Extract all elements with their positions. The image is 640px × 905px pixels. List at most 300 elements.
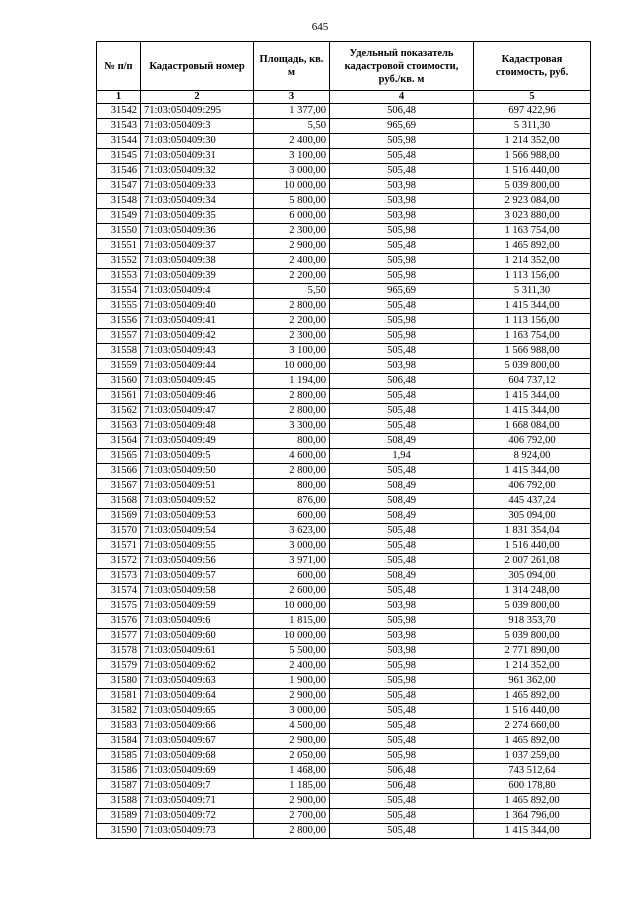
table-body: [97, 104, 591, 839]
table-row: [97, 599, 591, 614]
row-number-cell: 31575: [97, 599, 141, 614]
table-row: [97, 194, 591, 209]
row-number-cell: 31578: [97, 644, 141, 659]
area-cell: 4 500,00: [254, 719, 330, 734]
area-cell: 5 800,00: [254, 194, 330, 209]
header-row: [97, 42, 591, 91]
cadastral-number-cell: 71:03:050409:58: [141, 584, 254, 599]
row-number-cell: 31588: [97, 794, 141, 809]
area-cell: 2 200,00: [254, 269, 330, 284]
area-cell: 800,00: [254, 479, 330, 494]
cadastral-number-cell: 71:03:050409:35: [141, 209, 254, 224]
area-cell: 1 194,00: [254, 374, 330, 389]
area-cell: 2 300,00: [254, 329, 330, 344]
row-number-cell: 31543: [97, 119, 141, 134]
cadastral-number-cell: 71:03:050409:67: [141, 734, 254, 749]
table-row: [97, 779, 591, 794]
cadastral-value-cell: 1 668 084,00: [474, 419, 591, 434]
cadastral-value-cell: 1 214 352,00: [474, 134, 591, 149]
row-number-cell: 31582: [97, 704, 141, 719]
column-number-row: [97, 91, 591, 104]
cadastral-value-cell: 1 415 344,00: [474, 404, 591, 419]
area-cell: 600,00: [254, 509, 330, 524]
specific-value-cell: 505,48: [330, 464, 474, 479]
area-cell: 3 000,00: [254, 539, 330, 554]
cadastral-number-cell: 71:03:050409:41: [141, 314, 254, 329]
specific-value-cell: 503,98: [330, 629, 474, 644]
row-number-cell: 31548: [97, 194, 141, 209]
cadastral-value-cell: 918 353,70: [474, 614, 591, 629]
cadastral-value-cell: 1 037 259,00: [474, 749, 591, 764]
cadastral-number-cell: 71:03:050409:295: [141, 104, 254, 119]
table-row: [97, 569, 591, 584]
table-row: [97, 344, 591, 359]
cadastral-value-cell: 5 039 800,00: [474, 629, 591, 644]
cadastral-value-cell: 1 831 354,04: [474, 524, 591, 539]
specific-value-cell: 505,48: [330, 344, 474, 359]
table-row: [97, 104, 591, 119]
specific-value-cell: 508,49: [330, 509, 474, 524]
cadastral-value-cell: 2 274 660,00: [474, 719, 591, 734]
page-number: 645: [311, 21, 329, 33]
area-cell: 5,50: [254, 284, 330, 299]
table-row: [97, 254, 591, 269]
cadastral-value-cell: 1 465 892,00: [474, 794, 591, 809]
cadastral-value-cell: 1 415 344,00: [474, 824, 591, 839]
area-cell: 800,00: [254, 434, 330, 449]
specific-value-cell: 503,98: [330, 644, 474, 659]
cadastral-number-cell: 71:03:050409:62: [141, 659, 254, 674]
specific-value-cell: 1,94: [330, 449, 474, 464]
cadastral-value-cell: 406 792,00: [474, 479, 591, 494]
row-number-cell: 31577: [97, 629, 141, 644]
table-row: [97, 749, 591, 764]
row-number-cell: 31587: [97, 779, 141, 794]
header-cadastral-number: Кадастровый номер: [141, 42, 254, 91]
specific-value-cell: 505,98: [330, 314, 474, 329]
row-number-cell: 31549: [97, 209, 141, 224]
area-cell: 2 200,00: [254, 314, 330, 329]
row-number-cell: 31559: [97, 359, 141, 374]
row-number-cell: 31573: [97, 569, 141, 584]
cadastral-value-cell: 2 771 890,00: [474, 644, 591, 659]
cadastral-number-cell: 71:03:050409:55: [141, 539, 254, 554]
row-number-cell: 31557: [97, 329, 141, 344]
row-number-cell: 31542: [97, 104, 141, 119]
area-cell: 2 800,00: [254, 464, 330, 479]
table-row: [97, 794, 591, 809]
row-number-cell: 31569: [97, 509, 141, 524]
cadastral-value-cell: 305 094,00: [474, 509, 591, 524]
area-cell: 3 971,00: [254, 554, 330, 569]
specific-value-cell: 505,98: [330, 329, 474, 344]
table-row: [97, 269, 591, 284]
specific-value-cell: 505,48: [330, 164, 474, 179]
row-number-cell: 31580: [97, 674, 141, 689]
cadastral-number-cell: 71:03:050409:47: [141, 404, 254, 419]
table-row: [97, 134, 591, 149]
cadastral-number-cell: 71:03:050409:38: [141, 254, 254, 269]
row-number-cell: 31585: [97, 749, 141, 764]
specific-value-cell: 503,98: [330, 359, 474, 374]
specific-value-cell: 505,48: [330, 704, 474, 719]
specific-value-cell: 503,98: [330, 179, 474, 194]
table-row: [97, 359, 591, 374]
area-cell: 10 000,00: [254, 599, 330, 614]
area-cell: 5 500,00: [254, 644, 330, 659]
table-row: [97, 539, 591, 554]
row-number-cell: 31565: [97, 449, 141, 464]
column-number: 3: [254, 91, 330, 104]
specific-value-cell: 505,98: [330, 659, 474, 674]
cadastral-number-cell: 71:03:050409:65: [141, 704, 254, 719]
row-number-cell: 31544: [97, 134, 141, 149]
cadastral-value-cell: 5 039 800,00: [474, 179, 591, 194]
cadastral-value-cell: 1 214 352,00: [474, 659, 591, 674]
area-cell: 2 800,00: [254, 389, 330, 404]
table-row: [97, 464, 591, 479]
specific-value-cell: 505,48: [330, 689, 474, 704]
area-cell: 3 100,00: [254, 149, 330, 164]
specific-value-cell: 505,98: [330, 674, 474, 689]
cadastral-value-cell: 5 311,30: [474, 119, 591, 134]
cadastral-value-cell: 1 113 156,00: [474, 269, 591, 284]
area-cell: 1 900,00: [254, 674, 330, 689]
cadastral-value-cell: 1 163 754,00: [474, 224, 591, 239]
table-row: [97, 584, 591, 599]
cadastral-value-cell: 697 422,96: [474, 104, 591, 119]
cadastral-number-cell: 71:03:050409:5: [141, 449, 254, 464]
specific-value-cell: 505,98: [330, 224, 474, 239]
cadastral-value-cell: 1 516 440,00: [474, 164, 591, 179]
table-row: [97, 674, 591, 689]
cadastral-value-cell: 1 364 796,00: [474, 809, 591, 824]
cadastral-value-cell: 1 163 754,00: [474, 329, 591, 344]
row-number-cell: 31545: [97, 149, 141, 164]
row-number-cell: 31561: [97, 389, 141, 404]
specific-value-cell: 505,48: [330, 734, 474, 749]
cadastral-value-cell: 1 415 344,00: [474, 464, 591, 479]
specific-value-cell: 505,48: [330, 584, 474, 599]
row-number-cell: 31576: [97, 614, 141, 629]
specific-value-cell: 505,48: [330, 524, 474, 539]
cadastral-number-cell: 71:03:050409:54: [141, 524, 254, 539]
cadastral-number-cell: 71:03:050409:32: [141, 164, 254, 179]
table-row: [97, 719, 591, 734]
cadastral-value-cell: 604 737,12: [474, 374, 591, 389]
cadastral-number-cell: 71:03:050409:48: [141, 419, 254, 434]
cadastral-number-cell: 71:03:050409:37: [141, 239, 254, 254]
area-cell: 1 815,00: [254, 614, 330, 629]
row-number-cell: 31572: [97, 554, 141, 569]
header-number: № п/п: [97, 42, 141, 91]
column-number: 1: [97, 91, 141, 104]
column-number: 2: [141, 91, 254, 104]
area-cell: 2 400,00: [254, 254, 330, 269]
specific-value-cell: 505,48: [330, 389, 474, 404]
table-row: [97, 704, 591, 719]
row-number-cell: 31583: [97, 719, 141, 734]
area-cell: 2 050,00: [254, 749, 330, 764]
row-number-cell: 31570: [97, 524, 141, 539]
specific-value-cell: 508,49: [330, 494, 474, 509]
table-row: [97, 239, 591, 254]
area-cell: 2 800,00: [254, 404, 330, 419]
cadastral-value-cell: 961 362,00: [474, 674, 591, 689]
cadastral-number-cell: 71:03:050409:33: [141, 179, 254, 194]
table-row: [97, 629, 591, 644]
table-row: [97, 314, 591, 329]
row-number-cell: 31589: [97, 809, 141, 824]
table-row: [97, 374, 591, 389]
column-number: 4: [330, 91, 474, 104]
cadastral-number-cell: 71:03:050409:4: [141, 284, 254, 299]
cadastral-value-cell: 1 214 352,00: [474, 254, 591, 269]
specific-value-cell: 505,48: [330, 794, 474, 809]
area-cell: 600,00: [254, 569, 330, 584]
cadastral-value-cell: 5 039 800,00: [474, 599, 591, 614]
specific-value-cell: 506,48: [330, 104, 474, 119]
table-row: [97, 209, 591, 224]
cadastral-value-cell: 1 465 892,00: [474, 734, 591, 749]
cadastral-number-cell: 71:03:050409:42: [141, 329, 254, 344]
table-row: [97, 764, 591, 779]
cadastral-number-cell: 71:03:050409:72: [141, 809, 254, 824]
cadastral-number-cell: 71:03:050409:39: [141, 269, 254, 284]
specific-value-cell: 505,48: [330, 404, 474, 419]
table-row: [97, 389, 591, 404]
cadastral-value-cell: 1 113 156,00: [474, 314, 591, 329]
row-number-cell: 31586: [97, 764, 141, 779]
area-cell: 2 600,00: [254, 584, 330, 599]
cadastral-value-cell: 445 437,24: [474, 494, 591, 509]
cadastral-number-cell: 71:03:050409:61: [141, 644, 254, 659]
table-row: [97, 419, 591, 434]
cadastral-number-cell: 71:03:050409:59: [141, 599, 254, 614]
area-cell: 3 000,00: [254, 164, 330, 179]
cadastral-value-cell: 1 516 440,00: [474, 704, 591, 719]
table-row: [97, 149, 591, 164]
table-row: [97, 284, 591, 299]
area-cell: 5,50: [254, 119, 330, 134]
specific-value-cell: 505,98: [330, 254, 474, 269]
specific-value-cell: 508,49: [330, 569, 474, 584]
row-number-cell: 31568: [97, 494, 141, 509]
row-number-cell: 31566: [97, 464, 141, 479]
specific-value-cell: 503,98: [330, 599, 474, 614]
cadastral-number-cell: 71:03:050409:7: [141, 779, 254, 794]
area-cell: 3 100,00: [254, 344, 330, 359]
table-row: [97, 614, 591, 629]
cadastral-value-cell: 1 566 988,00: [474, 149, 591, 164]
specific-value-cell: 505,48: [330, 554, 474, 569]
table-row: [97, 449, 591, 464]
table-row: [97, 299, 591, 314]
specific-value-cell: 505,48: [330, 239, 474, 254]
cadastral-number-cell: 71:03:050409:43: [141, 344, 254, 359]
row-number-cell: 31581: [97, 689, 141, 704]
row-number-cell: 31564: [97, 434, 141, 449]
cadastral-number-cell: 71:03:050409:45: [141, 374, 254, 389]
cadastral-number-cell: 71:03:050409:71: [141, 794, 254, 809]
cadastral-number-cell: 71:03:050409:52: [141, 494, 254, 509]
area-cell: 10 000,00: [254, 629, 330, 644]
specific-value-cell: 505,48: [330, 149, 474, 164]
cadastral-number-cell: 71:03:050409:53: [141, 509, 254, 524]
cadastral-number-cell: 71:03:050409:6: [141, 614, 254, 629]
cadastral-value-cell: 1 314 248,00: [474, 584, 591, 599]
row-number-cell: 31584: [97, 734, 141, 749]
cadastral-number-cell: 71:03:050409:50: [141, 464, 254, 479]
cadastral-number-cell: 71:03:050409:46: [141, 389, 254, 404]
table-row: [97, 164, 591, 179]
table-row: [97, 494, 591, 509]
specific-value-cell: 508,49: [330, 434, 474, 449]
area-cell: 2 400,00: [254, 659, 330, 674]
table-row: [97, 554, 591, 569]
table-row: [97, 824, 591, 839]
cadastral-number-cell: 71:03:050409:69: [141, 764, 254, 779]
header-specific-value: Удельный показатель кадастровой стоимости, руб./кв. м: [330, 42, 474, 91]
row-number-cell: 31551: [97, 239, 141, 254]
cadastral-value-cell: 5 311,30: [474, 284, 591, 299]
row-number-cell: 31574: [97, 584, 141, 599]
specific-value-cell: 503,98: [330, 209, 474, 224]
specific-value-cell: 505,98: [330, 269, 474, 284]
area-cell: 10 000,00: [254, 179, 330, 194]
table-row: [97, 509, 591, 524]
cadastral-number-cell: 71:03:050409:56: [141, 554, 254, 569]
cadastral-value-cell: 600 178,80: [474, 779, 591, 794]
table-row: [97, 119, 591, 134]
table-row: [97, 434, 591, 449]
cadastral-value-cell: 8 924,00: [474, 449, 591, 464]
table-row: [97, 659, 591, 674]
table-row: [97, 479, 591, 494]
cadastral-number-cell: 71:03:050409:66: [141, 719, 254, 734]
cadastral-number-cell: 71:03:050409:51: [141, 479, 254, 494]
area-cell: 3 000,00: [254, 704, 330, 719]
cadastral-number-cell: 71:03:050409:64: [141, 689, 254, 704]
row-number-cell: 31560: [97, 374, 141, 389]
specific-value-cell: 505,98: [330, 749, 474, 764]
specific-value-cell: 506,48: [330, 764, 474, 779]
cadastral-value-cell: 406 792,00: [474, 434, 591, 449]
specific-value-cell: 505,48: [330, 809, 474, 824]
specific-value-cell: 506,48: [330, 374, 474, 389]
cadastral-number-cell: 71:03:050409:34: [141, 194, 254, 209]
row-number-cell: 31553: [97, 269, 141, 284]
row-number-cell: 31571: [97, 539, 141, 554]
specific-value-cell: 505,48: [330, 824, 474, 839]
specific-value-cell: 505,48: [330, 299, 474, 314]
table-row: [97, 179, 591, 194]
row-number-cell: 31563: [97, 419, 141, 434]
cadastral-number-cell: 71:03:050409:44: [141, 359, 254, 374]
area-cell: 1 377,00: [254, 104, 330, 119]
area-cell: 2 700,00: [254, 809, 330, 824]
area-cell: 2 800,00: [254, 824, 330, 839]
header-cadastral-value: Кадастровая стоимость, руб.: [474, 42, 591, 91]
cadastral-value-cell: 2 923 084,00: [474, 194, 591, 209]
area-cell: 2 900,00: [254, 689, 330, 704]
specific-value-cell: 505,48: [330, 719, 474, 734]
area-cell: 1 468,00: [254, 764, 330, 779]
cadastral-value-cell: 1 465 892,00: [474, 689, 591, 704]
row-number-cell: 31567: [97, 479, 141, 494]
cadastral-value-cell: 1 415 344,00: [474, 299, 591, 314]
specific-value-cell: 965,69: [330, 284, 474, 299]
row-number-cell: 31552: [97, 254, 141, 269]
area-cell: 4 600,00: [254, 449, 330, 464]
cadastral-number-cell: 71:03:050409:40: [141, 299, 254, 314]
area-cell: 2 900,00: [254, 239, 330, 254]
row-number-cell: 31590: [97, 824, 141, 839]
area-cell: 3 623,00: [254, 524, 330, 539]
specific-value-cell: 506,48: [330, 779, 474, 794]
cadastral-number-cell: 71:03:050409:73: [141, 824, 254, 839]
area-cell: 2 900,00: [254, 734, 330, 749]
cadastral-number-cell: 71:03:050409:49: [141, 434, 254, 449]
area-cell: 3 300,00: [254, 419, 330, 434]
specific-value-cell: 503,98: [330, 194, 474, 209]
cadastral-number-cell: 71:03:050409:30: [141, 134, 254, 149]
row-number-cell: 31558: [97, 344, 141, 359]
area-cell: 10 000,00: [254, 359, 330, 374]
specific-value-cell: 508,49: [330, 479, 474, 494]
cadastral-value-cell: 1 516 440,00: [474, 539, 591, 554]
specific-value-cell: 505,98: [330, 134, 474, 149]
cadastral-value-cell: 1 465 892,00: [474, 239, 591, 254]
row-number-cell: 31546: [97, 164, 141, 179]
cadastral-number-cell: 71:03:050409:60: [141, 629, 254, 644]
cadastral-number-cell: 71:03:050409:36: [141, 224, 254, 239]
row-number-cell: 31550: [97, 224, 141, 239]
area-cell: 2 300,00: [254, 224, 330, 239]
cadastral-number-cell: 71:03:050409:63: [141, 674, 254, 689]
cadastral-table: [96, 41, 591, 839]
header-area: Площадь, кв. м: [254, 42, 330, 91]
table-row: [97, 329, 591, 344]
cadastral-value-cell: 743 512,64: [474, 764, 591, 779]
cadastral-number-cell: 71:03:050409:31: [141, 149, 254, 164]
area-cell: 2 400,00: [254, 134, 330, 149]
specific-value-cell: 505,48: [330, 419, 474, 434]
cadastral-value-cell: 305 094,00: [474, 569, 591, 584]
row-number-cell: 31579: [97, 659, 141, 674]
area-cell: 2 800,00: [254, 299, 330, 314]
area-cell: 876,00: [254, 494, 330, 509]
table-row: [97, 734, 591, 749]
cadastral-value-cell: 3 023 880,00: [474, 209, 591, 224]
cadastral-value-cell: 5 039 800,00: [474, 359, 591, 374]
table-row: [97, 809, 591, 824]
table-row: [97, 524, 591, 539]
cadastral-number-cell: 71:03:050409:68: [141, 749, 254, 764]
cadastral-value-cell: 1 415 344,00: [474, 389, 591, 404]
cadastral-value-cell: 1 566 988,00: [474, 344, 591, 359]
column-number: 5: [474, 91, 591, 104]
specific-value-cell: 965,69: [330, 119, 474, 134]
area-cell: 2 900,00: [254, 794, 330, 809]
specific-value-cell: 505,48: [330, 539, 474, 554]
area-cell: 1 185,00: [254, 779, 330, 794]
table-row: [97, 689, 591, 704]
row-number-cell: 31547: [97, 179, 141, 194]
cadastral-number-cell: 71:03:050409:3: [141, 119, 254, 134]
area-cell: 6 000,00: [254, 209, 330, 224]
specific-value-cell: 505,98: [330, 614, 474, 629]
